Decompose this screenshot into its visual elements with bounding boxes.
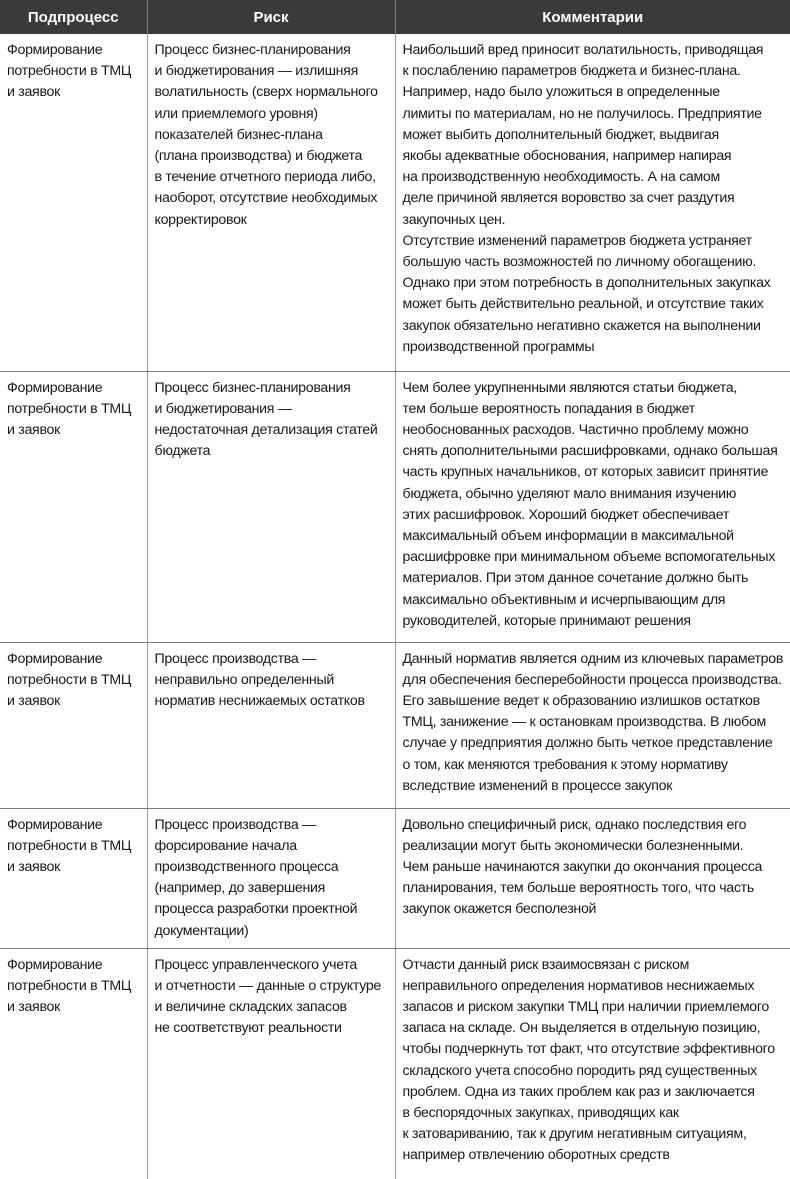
cell-line: Чем более укрупненными являются статьи бюджета, — [402, 379, 737, 396]
cell-line: запасов и риском закупки ТМЦ при наличии приемлемого — [402, 998, 770, 1015]
cell-line: производственного процесса — [154, 858, 339, 875]
header-subprocess: Подпроцесс — [0, 0, 147, 34]
cell-line: производственной программы — [402, 338, 595, 355]
cell-line: неправильного определения нормативов неснижаемых — [402, 977, 755, 994]
cell-line: Отчасти данный риск взаимосвязан с риском — [402, 956, 690, 973]
cell-line: (плана производства) и бюджета — [154, 148, 363, 165]
cell-line: закупочных цен. — [402, 211, 506, 228]
subprocess-cell — [0, 642, 147, 808]
cell-line: и бюджетирования — — [154, 400, 292, 417]
comment-cell — [395, 948, 790, 1179]
cell-line: например отвлечению оборотных средств — [402, 1147, 670, 1164]
cell-line: для обеспечения бесперебойности процесса производства. — [402, 671, 782, 688]
cell-line: волатильность (сверх нормального — [154, 84, 378, 101]
cell-line: чтобы подчеркнуть тот факт, что отсутствие эффективного — [402, 1041, 775, 1058]
cell-line: вследствие изменений в процессе закупок — [402, 777, 673, 794]
cell-line: снять дополнительными расшифровками, однако большая — [402, 443, 778, 460]
subprocess-cell — [0, 34, 147, 371]
cell-line: бюджета, обычно уделяют мало внимания изучению — [402, 485, 737, 502]
cell-line: Формирование — [7, 956, 103, 973]
cell-line: может быть действительно реальной, и отсутствие таких — [402, 296, 764, 313]
cell-line: Процесс управленческого учета — [154, 956, 357, 973]
cell-line: и заявок — [7, 421, 61, 438]
cell-line: корректировок — [154, 211, 247, 228]
cell-line: и отчетности — данные о структуре — [154, 977, 382, 994]
cell-line: процесса разработки проектной — [154, 901, 358, 918]
cell-line: якобы адекватные обоснования, например напирая — [402, 148, 732, 165]
cell-line: форсирование начала — [154, 837, 297, 854]
cell-line: Данный норматив является одним из ключевых параметров — [402, 650, 784, 667]
cell-line: тем больше вероятность попадания в бюджет — [402, 400, 695, 417]
cell-line: ТМЦ, занижение — к остановкам производства. В любом — [402, 714, 767, 731]
cell-line: планирования, тем больше вероятность того, что часть — [402, 880, 754, 897]
header-risk: Риск — [147, 0, 395, 34]
cell-line: Формирование — [7, 816, 103, 833]
cell-line: недостаточная детализация статей — [154, 421, 378, 438]
comment-cell — [395, 34, 790, 371]
cell-line: и величине складских запасов — [154, 998, 347, 1015]
cell-line: Процесс производства — — [154, 650, 316, 667]
table-row — [0, 34, 790, 371]
cell-line: руководителей, которые принимают решения — [402, 612, 691, 629]
cell-line: часть крупных начальников, от которых зависит принятие — [402, 464, 769, 481]
cell-line: может выбить дополнительный бюджет, выдвигая — [402, 126, 719, 143]
cell-line: максимально объективным и исчерпывающим для — [402, 591, 726, 608]
cell-line: и бюджетирования — излишняя — [154, 63, 358, 80]
cell-line: Формирование — [7, 379, 103, 396]
risk-cell — [147, 948, 395, 1179]
cell-line: (например, до завершения — [154, 880, 326, 897]
risk-cell — [147, 808, 395, 948]
risk-cell — [147, 371, 395, 642]
table-row — [0, 371, 790, 642]
cell-line: этих расшифровок. Хороший бюджет обеспечивает — [402, 506, 730, 523]
cell-line: и заявок — [7, 84, 61, 101]
subprocess-cell — [0, 371, 147, 642]
cell-line: большую часть возможностей по личному обогащению. — [402, 254, 757, 271]
cell-line: показателей бизнес-плана — [154, 126, 323, 143]
cell-line: потребности в ТМЦ — [7, 977, 132, 994]
cell-line: к затовариванию, так к другим негативным ситуациям, — [402, 1126, 747, 1143]
cell-line: неправильно определенный — [154, 671, 334, 688]
cell-line: запаса на складе. Он выделяется в отдельную позицию, — [402, 1020, 761, 1037]
header-comments: Комментарии — [395, 0, 790, 34]
cell-line: и заявок — [7, 692, 61, 709]
cell-line: документации) — [154, 922, 249, 939]
cell-line: Довольно специфичный риск, однако последствия его — [402, 816, 747, 833]
cell-line: максимальный объем информации в максимальной — [402, 527, 734, 544]
subprocess-cell — [0, 948, 147, 1179]
cell-line: или приемлемого уровня) — [154, 105, 318, 122]
cell-line: Отсутствие изменений параметров бюджета устраняет — [402, 232, 752, 249]
table-header — [0, 0, 790, 34]
cell-line: потребности в ТМЦ — [7, 837, 132, 854]
cell-line: не соответствуют реальности — [154, 1020, 342, 1037]
cell-line: Его завышение ведет к образованию излишков остатков — [402, 692, 760, 709]
cell-line: расшифровке при минимальном объеме вспомогательных — [402, 549, 776, 566]
cell-line: реализации могут быть экономически болезненными. — [402, 837, 744, 854]
table-body — [0, 34, 790, 1179]
subprocess-cell — [0, 808, 147, 948]
cell-line: потребности в ТМЦ — [7, 400, 132, 417]
cell-line: Процесс бизнес-планирования — [154, 42, 351, 58]
cell-line: Однако при этом потребность в дополнительных закупках — [402, 275, 771, 292]
cell-line: закупок окажется бесполезной — [402, 901, 597, 918]
cell-line: складского учета способно породить ряд существенных — [402, 1062, 757, 1079]
cell-line: и заявок — [7, 998, 61, 1015]
header-row — [0, 0, 790, 34]
cell-line: Чем раньше начинаются закупки до окончания процесса — [402, 858, 763, 875]
comment-cell — [395, 371, 790, 642]
cell-line: Формирование — [7, 650, 103, 667]
cell-line: материалов. При этом данное сочетание должно быть — [402, 570, 749, 587]
cell-line: потребности в ТМЦ — [7, 63, 132, 80]
risk-cell — [147, 34, 395, 371]
cell-line: Например, надо было уложиться в определенные — [402, 84, 720, 101]
cell-line: о том, как меняются требования к этому нормативу — [402, 756, 728, 773]
table-row — [0, 808, 790, 948]
cell-line: норматив неснижаемых остатков — [154, 692, 365, 709]
cell-line: к послаблению параметров бюджета и бизнес-плана. — [402, 63, 741, 80]
table-row — [0, 948, 790, 1179]
cell-line: лимиты по материалам, но не получилось. Предприятие — [402, 105, 762, 122]
table-row — [0, 642, 790, 808]
comment-cell — [395, 808, 790, 948]
cell-line: закупок обязательно негативно скажется на выполнении — [402, 317, 761, 334]
cell-line: в беспорядочных закупках, приводящих как — [402, 1104, 679, 1121]
cell-line: и заявок — [7, 858, 61, 875]
cell-line: Наибольший вред приносит волатильность, приводящая — [402, 42, 764, 58]
comment-cell — [395, 642, 790, 808]
cell-line: деле причиной является воровство за счет раздутия — [402, 190, 735, 207]
cell-line: в течение отчетного периода либо, — [154, 169, 376, 186]
cell-line: случае у предприятия должно быть четкое представление — [402, 735, 773, 752]
cell-line: бюджета — [154, 443, 211, 460]
cell-line: Процесс производства — — [154, 816, 316, 833]
cell-line: Процесс бизнес-планирования — [154, 379, 351, 396]
cell-line: проблем. Одна из таких проблем как раз и заключается — [402, 1083, 755, 1100]
cell-line: Формирование — [7, 42, 103, 58]
cell-line: потребности в ТМЦ — [7, 671, 132, 688]
cell-line: на производственную необходимость. А на самом — [402, 169, 720, 186]
risk-cell — [147, 642, 395, 808]
cell-line: наоборот, отсутствие необходимых — [154, 190, 378, 207]
cell-line: необоснованных расходов. Частично проблему можно — [402, 421, 749, 438]
